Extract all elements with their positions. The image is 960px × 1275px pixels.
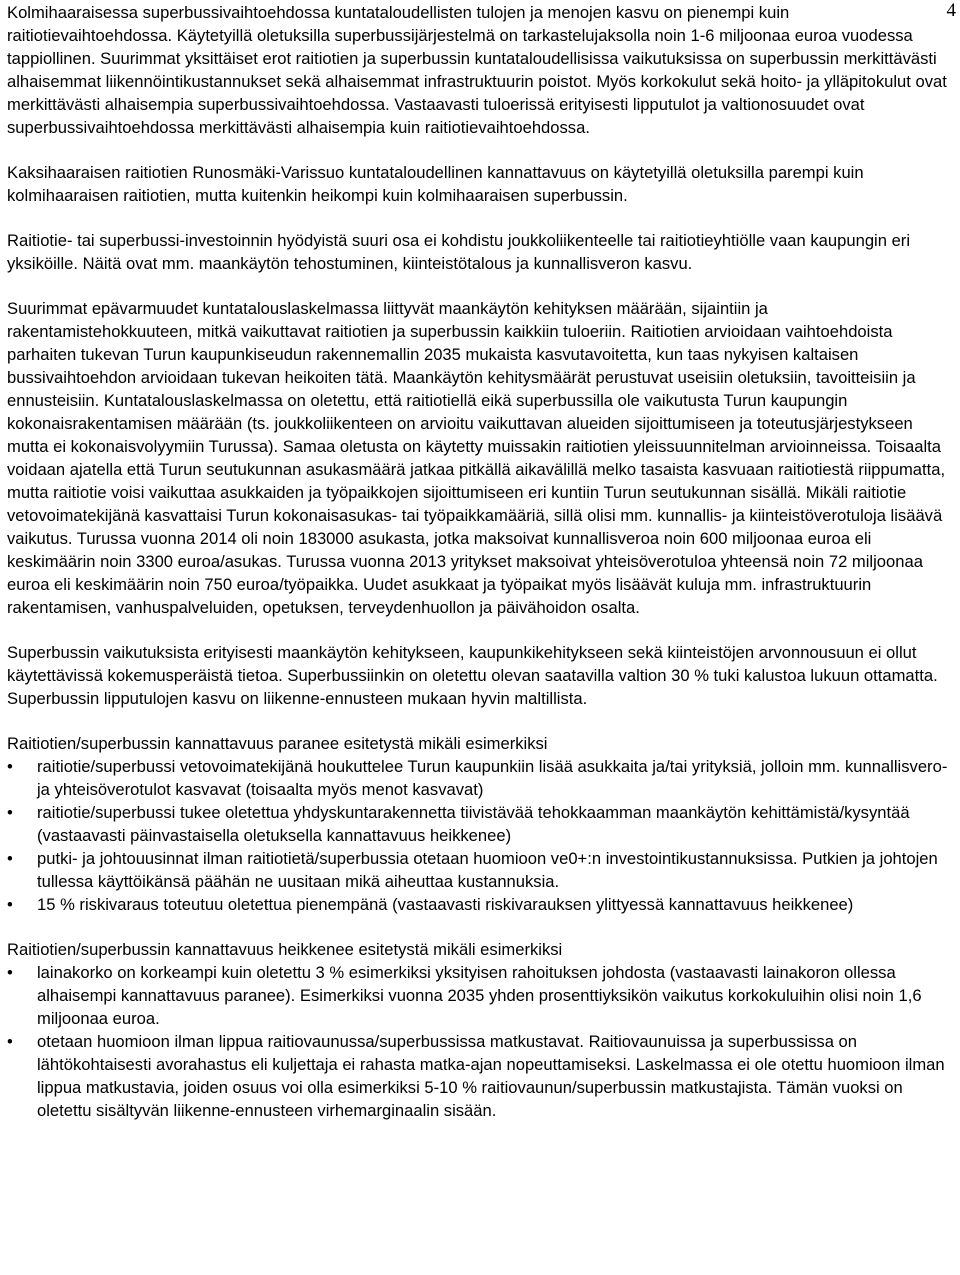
list-item [7,961,952,1030]
list-item [7,847,952,893]
paragraph: Kaksihaaraisen raitiotien Runosmäki-Varissuo kuntataloudellinen kannattavuus on käytetyillä oletuksilla parempi kuin kolmihaaraisen raitiotien, mutta kuitenkin heikompi kuin kolmihaaraisen superbussin. [7,163,864,205]
list-item-text: lainakorko on korkeampi kuin oletettu 3 % esimerkiksi yksityisen rahoituksen johdosta (vastaavasti lainakoron ollessa alhaisempi kannattavuus paranee). Esimerkiksi vuonna 2035 yhden prosenttiyksikön vaikutus korkokuluihin olisi noin 1,6 miljoonaa euroa. [37,963,922,1028]
list-item-text: raitiotie/superbussi vetovoimatekijänä houkuttelee Turun kaupunkiin lisää asukkaita ja/tai yrityksiä, jolloin mm. kunnallisvero- ja yhteisöverotulot kasvavat (toisaalta myös menot kasvavat) [37,757,948,799]
bullet-icon: • [7,1032,13,1051]
list-heading-positive: Raitiotien/superbussin kannattavuus paranee esitetystä mikäli esimerkiksi [7,734,548,753]
page-number: 4 [946,0,956,21]
list-item [7,801,952,847]
list-item-text: otetaan huomioon ilman lippua raitiovaunussa/superbussissa matkustavat. Raitiovaunuissa ja superbussissa on lähtökohtaisesti avorahastus eli kuljettaja ei rahasta matka-ajan nopeuttamiseksi. Laskelmassa ei ole otettu huomioon ilman lippua matkustavia, joiden osuus voi olla esimerkiksi 5-10 % raitiovaunun/superbussin matkustajista. Tämän vuoksi on oletettu sisältyvän liikenne-ennusteen virhemarginaalin sisään. [37,1032,945,1120]
list-heading-negative: Raitiotien/superbussin kannattavuus heikkenee esitetystä mikäli esimerkiksi [7,940,563,959]
list-item-text: putki- ja johtouusinnat ilman raitiotietä/superbussia otetaan huomioon ve0+:n investointikustannuksissa. Putkien ja johtojen tullessa käyttöikänsä päähän ne uusitaan mikä aiheuttaa kustannuksia. [37,849,938,891]
paragraph: Suurimmat epävarmuudet kuntatalouslaskelmassa liittyvät maankäytön kehityksen määrään, sijaintiin ja rakentamistehokkuuteen, mitkä vaikuttavat raitiotien ja superbussin kaikkiin tuloeriin. Raitiotien arvioidaan vaihtoehdoista parhaiten tukevan Turun kaupunkiseudun rakennemallin 2035 mukaista kasvutavoitetta, kun taas nykyisen kaltaisen bussivaihtoehdon arvioidaan tukevan heikoiten tätä. Maankäytön kehitysmäärät perustuvat useisiin oletuksiin, tavoitteisiin ja ennusteisiin. Kuntatalouslaskelmassa on oletettu, että raitiotiellä eikä superbussilla ole vaikutusta Turun kaupungin kokonaisrakentamisen määrään (ts. joukkoliikenteen on arvioitu vaikuttavan alueiden sijoittumiseen ja toteutusjärjestykseen mutta ei kokonaisvolyymiin Turussa). Samaa oletusta on käytetty muissakin raitiotien yleissuunnitelman arvioinneissa. Toisaalta voidaan ajatella että Turun seutukunnan asukasmäärä jatkaa pitkällä aikavälillä melko tasaista kasvuaan raitiotiestä riippumatta, mutta raitiotie voisi vaikuttaa asukkaiden ja työpaikkojen sijoittumiseen eri kuntiin Turun seutukunnan sisällä. Mikäli raitiotie vetovoimatekijänä kasvattaisi Turun kokonaisasukas- tai työpaikkamääriä, sillä olisi mm. kunnallis- ja kiinteistöverotuloja lisäävä vaikutus. Turussa vuonna 2014 oli noin 183000 asukasta, jotka maksoivat kunnallisveroa noin 600 miljoonaa euroa eli keskimäärin noin 3300 euroa/asukas. Turussa vuonna 2013 yritykset maksoivat yhteisöverotuloa yhteensä noin 72 miljoonaa euroa eli keskimäärin noin 750 euroa/työpaikka. Uudet asukkaat ja työpaikat myös lisäävät kuluja mm. infrastruktuurin rakentamisen, vanhuspalveluiden, opetuksen, terveydenhuollon ja päivähoidon osalta. [7,299,946,617]
list-item [7,1030,952,1122]
list-item-text: raitiotie/superbussi tukee oletettua yhdyskuntarakennetta tiivistävää tehokkaamman maankäytön kehittämistä/kysyntää (vastaavasti päinvastaisella oletuksella kannattavuus heikkenee) [37,803,910,845]
list-item-text: 15 % riskivaraus toteutuu oletettua pienempänä (vastaavasti riskivarauksen ylittyessä kannattavuus heikkenee) [37,895,854,914]
paragraph: Raitiotie- tai superbussi-investoinnin hyödyistä suuri osa ei kohdistu joukkoliikenteelle tai raitiotieyhtiölle vaan kaupungin eri yksiköille. Näitä ovat mm. maankäytön tehostuminen, kiinteistötalous ja kunnallisveron kasvu. [7,231,911,273]
bullet-icon: • [7,757,13,776]
paragraph: Kolmihaaraisessa superbussivaihtoehdossa kuntataloudellisten tulojen ja menojen kasvu on pienempi kuin raitiotievaihtoehdossa. Käytetyillä oletuksilla superbussijärjestelmä on tarkastelujaksolla noin 1-6 miljoonaa euroa vuodessa tappiollinen. Suurimmat yksittäiset erot raitiotien ja superbussin kuntataloudellisissa vaikutuksissa on superbussin merkittävästi alhaisemmat liikennöintikustannukset sekä alhaisemmat infrastruktuurin poistot. Myös korkokulut sekä hoito- ja ylläpitokulut ovat merkittävästi alhaisempia superbussivaihtoehdossa. Vastaavasti tuloerissä erityisesti lipputulot ja valtionosuudet ovat superbussivaihtoehdossa merkittävästi alhaisempia kuin raitiotievaihtoehdossa. [7,3,947,137]
bullet-icon: • [7,963,13,982]
bullet-list-negative [7,961,952,1122]
bullet-list-positive [7,755,952,916]
paragraph: Superbussin vaikutuksista erityisesti maankäytön kehitykseen, kaupunkikehitykseen sekä kiinteistöjen arvonnousuun ei ollut käytettävissä kokemusperäistä tietoa. Superbussiinkin on oletettu olevan saatavilla valtion 30 % tuki kalustoa lukuun ottamatta. Superbussin lipputulojen kasvu on liikenne-ennusteen mukaan hyvin maltillista. [7,643,938,708]
document-body [7,1,952,1144]
list-item [7,893,952,916]
bullet-icon: • [7,803,13,822]
bullet-icon: • [7,849,13,868]
bullet-icon: • [7,895,13,914]
list-item [7,755,952,801]
